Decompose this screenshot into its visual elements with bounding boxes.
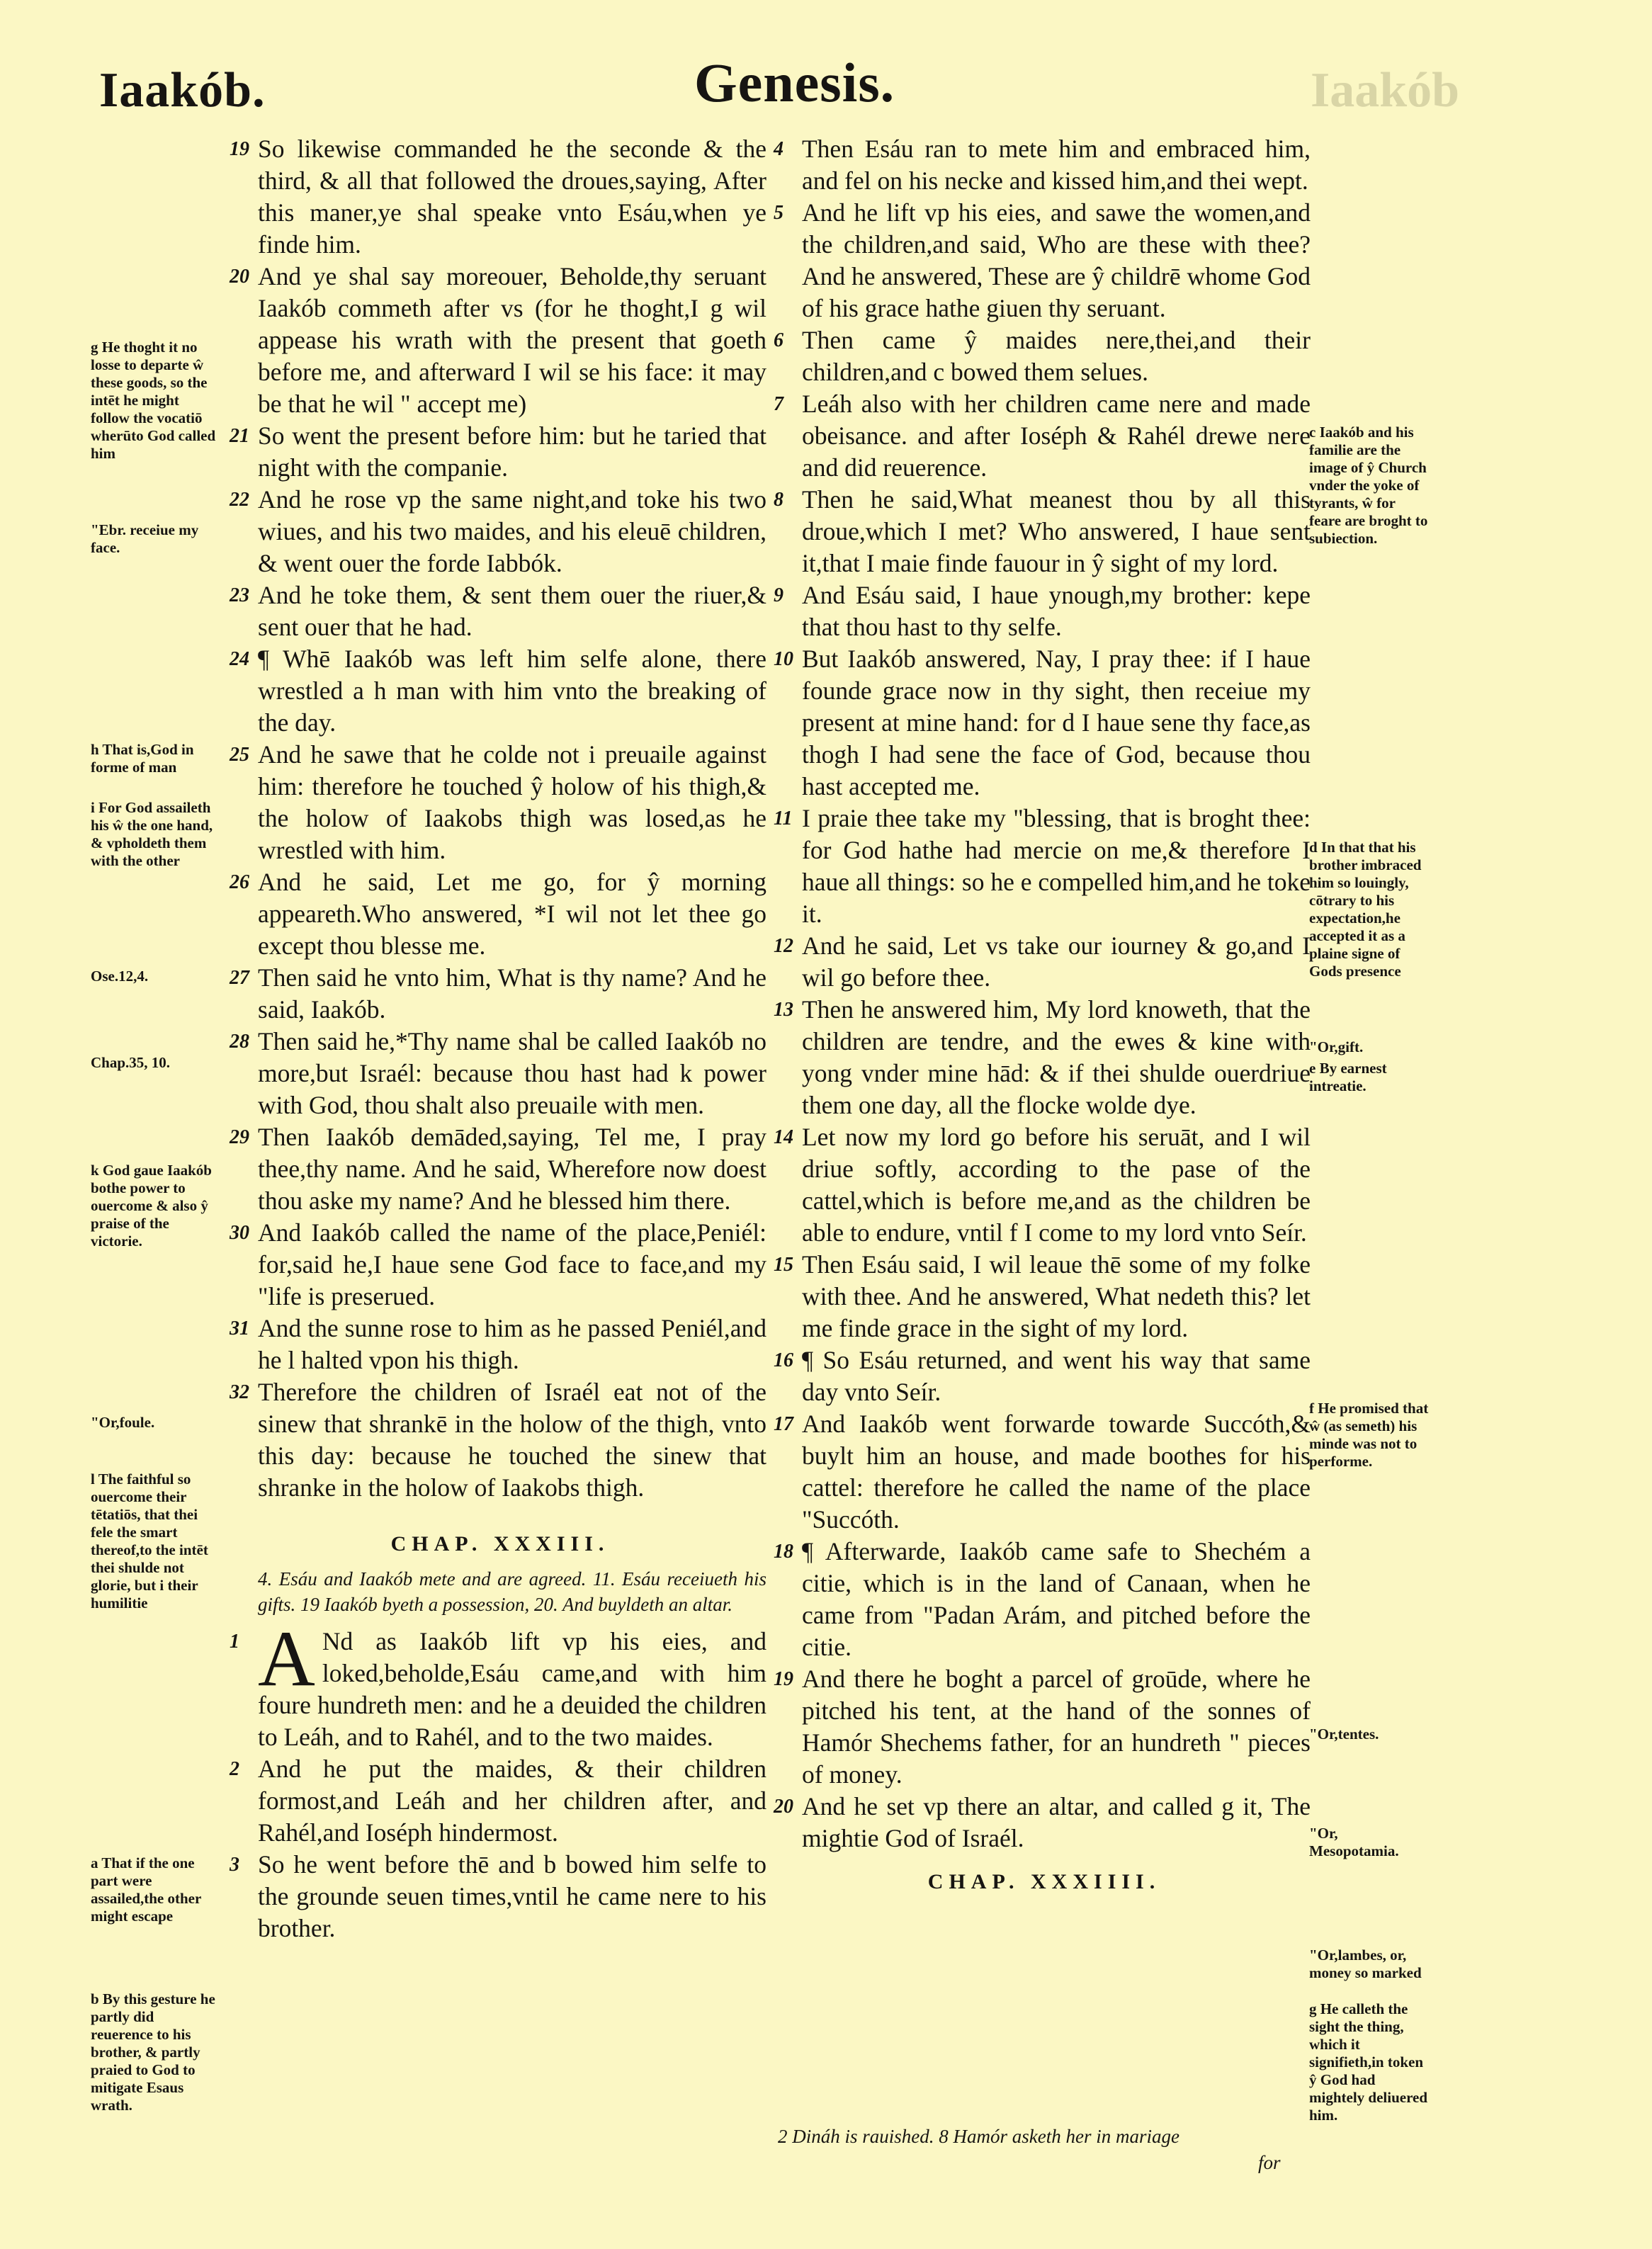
verse: 22 And he rose vp the same night,and toke his two wiues, and his two maides, and his eleuē children, & went ouer the forde Iabbók. — [230, 485, 766, 577]
verse: 29 Then Iaakób demāded,saying, Tel me, I pray thee,thy name. And he said, Wherefore now doest thou aske my name? And he blessed him there. — [230, 1123, 766, 1215]
margin-note: "Or,tentes. — [1309, 1726, 1379, 1743]
running-head-left: Iaakób. — [99, 63, 266, 118]
verse: 21 So went the present before him: but he taried that night with the companie. — [230, 421, 766, 482]
running-head-book-title: Genesis. — [694, 52, 895, 113]
verse: 20 And he set vp there an altar, and called g it, The mightie God of Israél. — [774, 1792, 1311, 1852]
verse: 23 And he toke them, & sent them ouer the riuer,& sent ouer that he had. — [230, 581, 766, 641]
verse: 26 And he said, Let me go, for ŷ morning appeareth.Who answered, *I wil not let thee go except thou blesse me. — [230, 868, 766, 960]
margin-note: "Or,gift. — [1309, 1038, 1364, 1055]
next-chapter-argument: 2 Dináh is rauished. 8 Hamór asketh her in mariage — [778, 2126, 1179, 2147]
verse: 9 And Esáu said, I haue ynough,my brother: kepe that thou hast to thy selfe. — [774, 581, 1311, 641]
verse: 17 And Iaakób went forwarde towarde Succóth,& buylt him an house, and made boothes for his cattel: therefore he called the name of the place "Succóth. — [774, 1410, 1311, 1534]
margin-note: "Or,foule. — [91, 1414, 155, 1431]
margin-note: i For God assaileth his ŵ the one hand, & vpholdeth them with the other — [91, 799, 213, 869]
catchword: for — [1258, 2152, 1281, 2173]
verse: 31 And the sunne rose to him as he passed Peniél,and he l halted vpon his thigh. — [230, 1314, 766, 1374]
verse: 15 Then Esáu said, I wil leaue thē some of my folke with thee. And he answered, What nedeth this? let me finde grace in the sight of my lord. — [774, 1250, 1311, 1342]
verse: 20 And ye shal say moreouer, Beholde,thy seruant Iaakób commeth after vs (for he thoght,I g wil appease his wrath with the present that goeth before me, and afterward I wil se his face: it may be that he wil " accept me) — [230, 262, 766, 418]
verse: 19 And there he boght a parcel of groūde, where he pitched his tent, at the hand of the sonnes of Hamór Shechems father, for an hundreth " pieces of money. — [774, 1665, 1311, 1789]
verse: 6 Then came ŷ maides nere,thei,and their children,and c bowed them selues. — [774, 326, 1311, 386]
right-text-column — [774, 133, 1311, 1898]
margin-note: Ose.12,4. — [91, 968, 149, 985]
chapter-argument: 4. Esáu and Iaakób mete and are agreed. 11. Esáu receiueth his gifts. 19 Iaakób byeth a possession, 20. And buyldeth an altar. — [258, 1568, 766, 1615]
chapter-heading: CHAP. XXXIII. — [390, 1532, 610, 1556]
margin-note: b By this gesture he partly did reuerence to his brother, & partly praied to God to mitigate Esaus wrath. — [91, 1990, 215, 2114]
margin-note: c Iaakób and his familie are the image of ŷ Church vnder the yoke of tyrants, ŵ for feare are broght to subiection. — [1309, 424, 1428, 547]
verse: 3 So he went before thē and b bowed him selfe to the grounde seuen times,vntil he came nere to his brother. — [230, 1850, 766, 1942]
margin-note: g He calleth the sight the thing, which it signifieth,in token ŷ God had mightely deliuered him. — [1309, 2000, 1428, 2124]
verse: 24 ¶ Whē Iaakób was left him selfe alone, there wrestled a h man with him vnto the breaking of the day. — [230, 645, 766, 737]
verse: 7 Leáh also with her children came nere and made obeisance. and after Ioséph & Rahél drewe nere and did reuerence. — [774, 390, 1311, 482]
margin-note: f He promised that ŵ (as semeth) his minde was not to performe. — [1309, 1400, 1429, 1470]
verse: 13 Then he answered him, My lord knoweth, that the children are tendre, and the ewes & kine with yong vnder mine hād: & if thei shulde ouerdriue them one day, all the flocke wolde dye. — [774, 995, 1311, 1119]
margin-note: e By earnest intreatie. — [1309, 1060, 1387, 1094]
verse: 12 And he said, Let vs take our iourney & go,and I wil go before thee. — [774, 931, 1311, 992]
margin-note: "Or,lambes, or, money so marked — [1309, 1947, 1422, 1981]
verse: 10 But Iaakób answered, Nay, I pray thee: if I haue founde grace now in thy sight, then receiue my present at mine hand: for d I haue sene thy face,as thogh I had sene the face of God, because thou hast accepted me. — [774, 645, 1311, 800]
margin-note: k God gaue Iaakób bothe power to ouercome & also ŷ praise of the victorie. — [91, 1162, 212, 1250]
verse: 1 A Nd as Iaakób lift vp his eies, and loked,beholde,Esáu came,and with him foure hundreth men: and he a deuided the children to Leáh, and to Rahél, and to the two maides. — [230, 1615, 766, 1751]
margin-note: h That is,God in forme of man — [91, 741, 194, 776]
verse: 2 And he put the maides, & their children formost,and Leáh and her children after, and Rahél,and Ioséph hindermost. — [230, 1755, 766, 1847]
next-chapter-heading: CHAP. XXXIIII. — [927, 1870, 1161, 1893]
margin-note: "Ebr. receiue my face. — [91, 521, 199, 556]
verse: 30 And Iaakób called the name of the place,Peniél: for,said he,I haue sene God face to face,and my "life is preserued. — [230, 1218, 766, 1310]
verse: 11 I praie thee take my "blessing, that is broght thee: for God hathe had mercie on me,& therefore I haue all things: so he e compelled him,and he toke it. — [774, 804, 1311, 928]
verse: 28 Then said he,*Thy name shal be called Iaakób no more,but Israél: because thou hast had k power with God, thou shalt also preuaile with men. — [230, 1027, 766, 1119]
verse: 25 And he sawe that he colde not i preuaile against him: therefore he touched ŷ holow of his thigh,& the holow of Iaakobs thigh was losed,as he wrestled with him. — [230, 740, 766, 864]
verse: 5 And he lift vp his eies, and sawe the women,and the children,and said, Who are these with thee? And he answered, These are ŷ childrē whome God of his grace hathe giuen thy seruant. — [774, 198, 1311, 322]
running-head-bleed-through: Iaakób — [1311, 63, 1460, 118]
margin-note: g He thoght it no losse to departe ŵ these goods, so the intēt he might follow the vocatiō wherūto God called him — [91, 339, 216, 462]
margin-note: Chap.35, 10. — [91, 1054, 171, 1071]
verse: 14 Let now my lord go before his seruāt, and I wil driue softly, according to the pase of the cattel,which is before me,and as the children be able to endure, vntil f I come to my lord vnto Seír. — [774, 1123, 1311, 1247]
verse: 4 Then Esáu ran to mete him and embraced him, and fel on his necke and kissed him,and thei wept. — [774, 135, 1311, 195]
verse: 16 ¶ So Esáu returned, and went his way that same day vnto Seír. — [774, 1346, 1311, 1406]
verse: 32 Therefore the children of Israél eat not of the sinew that shrankē in the holow of the thigh, vnto this day: because he touched the sinew that shranke in the holow of Iaakobs thigh. — [230, 1378, 766, 1502]
margin-note: d In that that his brother imbraced him so louingly, cōtrary to his expectation,he accepted it as a plaine signe of Gods presence — [1309, 839, 1422, 980]
verse: 19 So likewise commanded he the seconde & the third, & all that followed the droues,saying, After this maner,ye shal speake vnto Esáu,when ye finde him. — [230, 135, 766, 259]
left-text-column — [230, 133, 766, 1944]
verse: 8 Then he said,What meanest thou by all this droue,which I met? Who answered, I haue sent it,that I maie finde fauour in ŷ sight of my lord. — [774, 485, 1311, 577]
margin-note: a That if the one part were assailed,the other might escape — [91, 1854, 201, 1925]
verse: 27 Then said he vnto him, What is thy name? And he said, Iaakób. — [230, 963, 766, 1024]
drop-cap: A — [258, 1615, 315, 1703]
verse: 18 ¶ Afterwarde, Iaakób came safe to Shechém a citie, which is in the land of Canaan, when he came from "Padan Arám, and pitched before the citie. — [774, 1537, 1311, 1661]
margin-note: "Or, Mesopotamia. — [1309, 1825, 1399, 1859]
margin-note: l The faithful so ouercome their tētatiōs, that thei fele the smart thereof,to the intēt thei shulde not glorie, but i their humilitie — [91, 1471, 208, 1611]
